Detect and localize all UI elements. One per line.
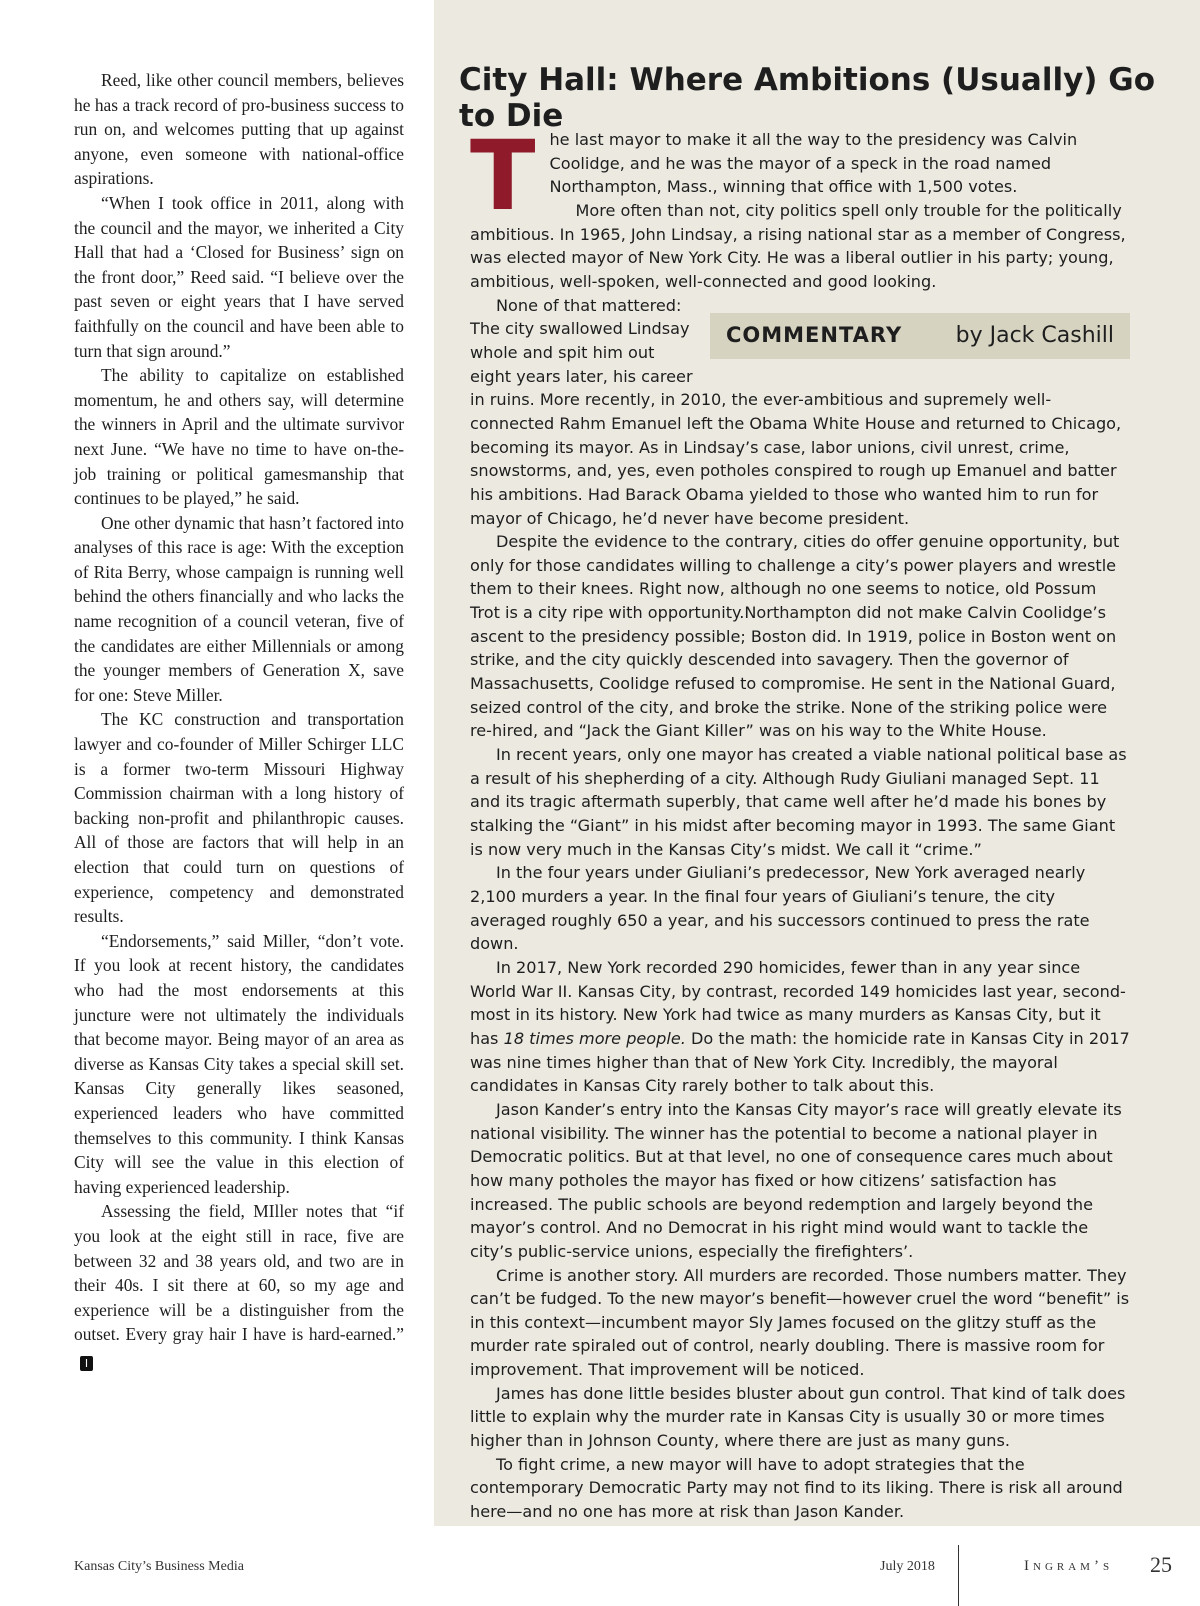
sidebar-paragraph-text: In 2017, New York recorded 290 homicides, fewer than in any year since World War II. Kansas City, by contrast, recorded 149 homicides last year, second-most in its history. New York had twice as many murders as Kansas City, but it has xyxy=(470,957,1126,1048)
author-byline: by Jack Cashill xyxy=(955,322,1114,348)
footer-brand: Ingram’s xyxy=(1024,1558,1114,1574)
article-paragraph: One other dynamic that hasn’t factored into analyses of this race is age: With the exception of Rita Berry, whose campaign is running well behind the others financially and who lacks the name recognition of a council veteran, five of the candidates are either Millennials or among the younger members of Generation X, save for one: Steve Miller. xyxy=(74,512,404,705)
article-paragraph: The ability to capitalize on established momentum, he and others say, will determine the winners in April and the ultimate survivor next June. “We have no time to have on-the-job training or political gamesmanship that continues to be played,” he said. xyxy=(74,365,404,509)
sidebar-paragraph: James has done little besides bluster about gun control. That kind of talk does little to explain why the murder rate in Kansas City is usually 30 or more times higher than in Johnson County, where there are just as many guns. xyxy=(470,1383,1126,1451)
commentary-byline-box xyxy=(710,313,1130,359)
sidebar-paragraph: In recent years, only one mayor has created a viable national political base as a result of his shepherding of a city. Although Rudy Giuliani managed Sept. 11 and its tragic aftermath superbly, that came well after he’d made his bones by stalking the “Giant” in his midst after becoming mayor in 1993. The same Giant is now very much in the Kansas City’s midst. We call it “crime.” xyxy=(470,745,1127,859)
sidebar-paragraph-first xyxy=(470,120,1130,232)
page-number: 25 xyxy=(1150,1552,1172,1577)
sidebar-paragraph: Crime is another story. All murders are recorded. Those numbers matter. They can’t be fudged. To the new mayor’s benefit—however cruel the word “benefit” is in this context—incumbent mayor Sly James focused on the glitzy stuff as the murder rate spiraled out of control, nearly doubling. There is massive room for improvement. That improvement will be noticed. xyxy=(470,1265,1130,1380)
main-article-column xyxy=(74,68,404,1371)
sidebar-paragraph-text: he last mayor to make it all the way to the presidency was Calvin Coolidge, and he was the mayor of a speck in the road named Northampton, Mass., winning that office with 1,500 votes. xyxy=(549,130,1078,197)
article-paragraph: The KC construction and transportation lawyer and co-founder of Miller Schirger LLC is a former two-term Missouri Highway Commission chairman with a long history of backing non-profit and philanthropic causes. All of those are factors that will help in an election that could turn on questions of experience, competency and demonstrated results. xyxy=(74,709,404,927)
sidebar-title: City Hall: Where Ambitions (Usually) Go to Die xyxy=(459,62,1156,134)
sidebar-paragraph xyxy=(470,294,1130,531)
sidebar-paragraph: To fight crime, a new mayor will have to adopt strategies that the contemporary Democratic Party may not find to its liking. There is risk all around here—and no one has more at risk than Jason Kander. xyxy=(470,1454,1123,1522)
article-paragraph: Reed, like other council members, believes he has a track record of pro-business success to run on, and welcomes putting that up against anyone, even someone with national-office aspirations. xyxy=(74,70,404,189)
sidebar-paragraph: In the four years under Giuliani’s predecessor, New York averaged nearly 2,100 murders a year. In the final four years of Giuliani’s tenure, the city averaged roughly 650 a year, and his successors continued to press the rate down. xyxy=(470,863,1090,954)
footer-publication: Kansas City’s Business Media xyxy=(74,1559,244,1574)
footer-date: July 2018 xyxy=(880,1559,935,1574)
end-of-article-icon: I xyxy=(80,1356,93,1371)
commentary-sidebar xyxy=(434,0,1200,1526)
sidebar-paragraph: Despite the evidence to the contrary, cities do offer genuine opportunity, but only for those candidates willing to challenge a city’s power players and wrestle them to their knees. Right now, although no one seems to notice, old Possum Trot is a city ripe with opportunity.Northampton did not make Calvin Coolidge’s ascent to the presidency possible; Boston did. In 1919, police in Boston went on strike, and the city quickly descended into savagery. Then the governor of Massachusetts, Coolidge refused to compromise. He sent in the National Guard, seized control of the city, and broke the strike. None of the striking police were re-hired, and “Jack the Giant Killer” was on his way to the White House. xyxy=(470,532,1120,741)
sidebar-paragraph: Jason Kander’s entry into the Kansas City mayor’s race will greatly elevate its national visibility. The winner has the potential to become a national player in Democratic politics. But at that level, no one of consequence cares much about how many potholes the mayor has fixed or how citizens’ satisfaction has increased. The public schools are beyond redemption and largely beyond the mayor’s control. And no Democrat in his right mind would want to tackle the city’s public-service unions, especially the firefighters’. xyxy=(470,1099,1122,1261)
article-paragraph-last xyxy=(74,1199,404,1371)
article-paragraph-text: Assessing the field, MIller notes that “if you look at the eight still in race, five are between 32 and 38 years old, and two are in their 40s. I sit there at 60, so my age and experience will be a distinguisher from the outset. Every gray hair I have is hard-earned.” xyxy=(74,1201,404,1345)
article-paragraph: “Endorsements,” said Miller, “don’t vote. If you look at recent history, the candidates who had the most endorsements at this juncture were not ultimately the individuals that become mayor. Being mayor of an area as diverse as Kansas City takes a special skill set. Kansas City generally likes seasoned, experienced leaders who have committed themselves to this community. I think Kansas City will see the value in this election of having experienced leadership. xyxy=(74,930,404,1197)
commentary-label: COMMENTARY xyxy=(726,322,903,347)
sidebar-paragraph-text: Do the math: the homicide rate in Kansas City in 2017 was nine times higher than that of New York City. Incredibly, the mayoral candidates in Kansas City rarely bother to talk about this. xyxy=(470,1028,1130,1096)
sidebar-paragraph xyxy=(470,956,1130,1098)
sidebar-paragraph: More often than not, city politics spell only trouble for the politically ambitious. In 1965, John Lindsay, a rising national star as a member of Congress, was elected mayor of New York City. He was a liberal outlier in his party; young, ambitious, well-spoken, well-connected and good looking. xyxy=(470,200,1126,291)
sidebar-paragraph-text: None of that mattered: The city swallowed Lindsay whole and spit him out eight years later, his career in ruins. More recently, in 2010, the ever-ambitious and supremely well-connected Rahm Emanuel left the Obama White House and returned to Chicago, becoming its mayor. As in Lindsay’s case, labor unions, civil unrest, crime, snowstorms, and, yes, even potholes conspired to rough up Emanuel and batter his ambitions. Had Barack Obama yielded to those who wanted him to run for mayor of Chicago, he’d never have become president. xyxy=(470,295,1122,528)
article-paragraph: “When I took office in 2011, along with the council and the mayor, we inherited a City Hall that had a ‘Closed for Business’ sign on the front door,” Reed said. “I believe over the past seven or eight years that I have served faithfully on the council and have been able to turn that sign around.” xyxy=(74,192,404,361)
emphasis-text: 18 times more people. xyxy=(503,1028,686,1048)
sidebar-body xyxy=(470,120,1130,1524)
footer-divider xyxy=(958,1545,959,1606)
drop-cap: T xyxy=(470,120,536,232)
